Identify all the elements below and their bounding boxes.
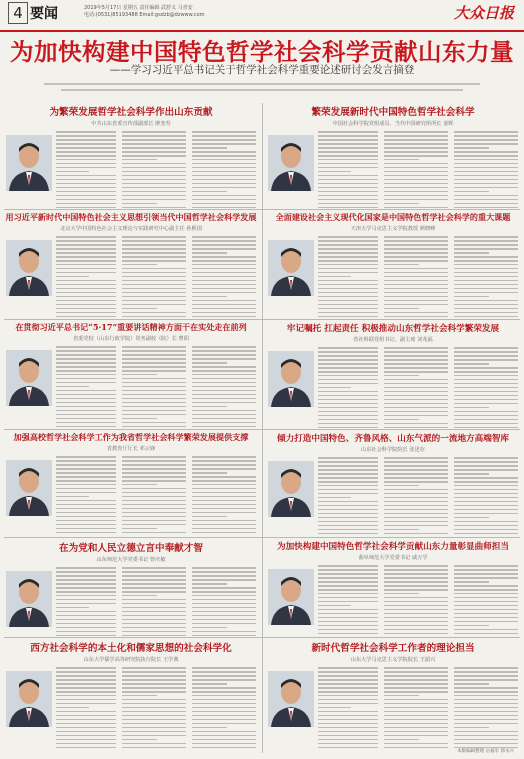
- article: [266, 104, 520, 208]
- text-column: [384, 565, 448, 637]
- text-column: [454, 457, 518, 537]
- author-portrait: [6, 571, 52, 627]
- text-column: [454, 565, 518, 637]
- author-portrait: [268, 351, 314, 407]
- article: [266, 322, 520, 428]
- text-column: [56, 567, 116, 639]
- article: [266, 212, 520, 318]
- article-body: [266, 565, 520, 639]
- article-title: 在为党和人民立德立言中奉献才智: [59, 543, 203, 554]
- author-portrait: [6, 135, 52, 191]
- article-title: 新时代哲学社会科学工作者的理论担当: [311, 643, 475, 654]
- page-number: 4: [8, 2, 28, 24]
- author-portrait: [268, 240, 314, 296]
- article-author: 山东师范大学党委书记 曾庆敏: [96, 557, 166, 563]
- text-column: [122, 667, 186, 751]
- author-portrait: [6, 350, 52, 406]
- main-headline: 为加快构建中国特色哲学社会科学贡献山东力量: [10, 38, 514, 66]
- article: [4, 212, 258, 318]
- article-author: 山东大学马克思主义学院院长 王韶兴: [350, 657, 436, 663]
- text-column: [56, 667, 116, 751]
- row-divider: [4, 637, 520, 638]
- article-body: [4, 456, 258, 538]
- issue-date-editors: 2019年5月17日 星期五 责任编辑 武舒义 马青安: [84, 5, 193, 11]
- text-column: [122, 131, 186, 211]
- article-body: [266, 131, 520, 213]
- text-column: [384, 131, 448, 211]
- article-author: 中共山东省委宣传部副部长 廖奎寿: [91, 121, 171, 127]
- row-divider: [4, 429, 520, 430]
- contact-info: 电话:(0531)85193488 Email:gsdzb@dzwww.com: [84, 12, 205, 18]
- text-column: [384, 236, 448, 320]
- text-column: [384, 667, 448, 751]
- text-column: [454, 131, 518, 211]
- author-portrait: [268, 461, 314, 517]
- article: [266, 540, 520, 636]
- article: [266, 640, 520, 748]
- text-column: [454, 236, 518, 320]
- article-body: [4, 236, 258, 320]
- text-column: [192, 131, 256, 211]
- article-title: 繁荣发展新时代中国特色哲学社会科学: [311, 107, 475, 118]
- text-column: [454, 347, 518, 431]
- article-author: 省委党校（山东行政学院）常务副校（院）长 曹阳: [73, 336, 189, 342]
- lead-paragraph: [44, 80, 480, 98]
- article-author: 天津大学马克思主义学院教授 颜晓峰: [350, 226, 436, 232]
- article: [4, 104, 258, 208]
- text-column: [122, 236, 186, 320]
- newspaper-masthead: 大众日报: [453, 4, 514, 22]
- author-portrait: [268, 569, 314, 625]
- row-divider: [4, 319, 520, 320]
- footer-credit: 本版编辑整理 岳福军 郭永兴: [457, 749, 514, 754]
- article-author: 中国社会科学院党组成员、当代中国研究所所长 姜辉: [332, 121, 454, 127]
- article-title: 为繁荣发展哲学社会科学作出山东贡献: [49, 107, 213, 118]
- article-body: [4, 567, 258, 641]
- article-body: [4, 346, 258, 430]
- article-author: 省教育厅厅长 邓云锋: [106, 446, 156, 452]
- article: [4, 640, 258, 748]
- text-column: [192, 346, 256, 430]
- author-portrait: [6, 671, 52, 727]
- issue-meta: [84, 5, 205, 19]
- article-author: 北京大学中国特色社会主义理论与实践研究中心副主任 孙熙国: [60, 226, 202, 232]
- text-column: [122, 346, 186, 430]
- article-author: 曲阜师范大学党委书记 戚万学: [358, 555, 428, 561]
- text-column: [56, 346, 116, 430]
- article-body: [266, 236, 520, 320]
- article-title: 倾力打造中国特色、齐鲁风格、山东气派的一流地方高端智库: [276, 434, 510, 444]
- article-body: [4, 667, 258, 753]
- text-column: [56, 131, 116, 211]
- author-portrait: [6, 240, 52, 296]
- text-column: [318, 457, 378, 537]
- text-column: [318, 236, 378, 320]
- article-title: 用习近平新时代中国特色社会主义思想引领当代中国哲学社会科学发展: [5, 212, 257, 222]
- author-portrait: [268, 671, 314, 727]
- article-body: [266, 457, 520, 539]
- article-title: 加强高校哲学社会科学工作为我省哲学社会科学繁荣发展提供支撑: [13, 432, 249, 442]
- article: [4, 322, 258, 428]
- page-header: [0, 0, 524, 32]
- article-body: [266, 667, 520, 753]
- row-divider: [4, 537, 520, 538]
- text-column: [192, 667, 256, 751]
- text-column: [122, 567, 186, 639]
- text-column: [56, 456, 116, 536]
- article-title: 在贯彻习近平总书记“5·17”重要讲话精神方面干在实处走在前列: [15, 322, 247, 332]
- article-title: 西方社会科学的本土化和儒家思想的社会科学化: [30, 643, 232, 654]
- sub-headline: ——学习习近平总书记关于哲学社会科学重要论述研讨会发言摘登: [109, 64, 415, 76]
- article: [266, 432, 520, 536]
- article-title: 牢记嘱托 扛起责任 积极推动山东哲学社会科学繁荣发展: [286, 324, 500, 334]
- text-column: [56, 236, 116, 320]
- text-column: [384, 347, 448, 431]
- text-column: [318, 131, 378, 211]
- text-column: [192, 236, 256, 320]
- article-title: 为加快构建中国特色哲学社会科学贡献山东力量彰显曲师担当: [276, 542, 510, 552]
- article-author: 山东社会科学院院长 张述存: [361, 447, 425, 453]
- author-portrait: [6, 460, 52, 516]
- article-author: 省社科联党组书记、副主席 刘兆福: [353, 337, 433, 343]
- text-column: [192, 567, 256, 639]
- article-body: [4, 131, 258, 213]
- row-divider: [4, 209, 520, 210]
- text-column: [318, 347, 378, 431]
- text-column: [454, 667, 518, 751]
- article-author: 山东大学儒学高等研究院执行院长 王学典: [83, 657, 179, 663]
- text-column: [318, 565, 378, 637]
- article: [4, 432, 258, 536]
- article-title: 全面建设社会主义现代化国家是中国特色哲学社会科学的重大课题: [275, 212, 511, 222]
- text-column: [318, 667, 378, 751]
- column-divider: [262, 103, 263, 753]
- text-column: [122, 456, 186, 536]
- section-label: 要闻: [30, 6, 58, 22]
- article: [4, 540, 258, 636]
- author-portrait: [268, 135, 314, 191]
- text-column: [384, 457, 448, 537]
- text-column: [192, 456, 256, 536]
- article-body: [266, 347, 520, 431]
